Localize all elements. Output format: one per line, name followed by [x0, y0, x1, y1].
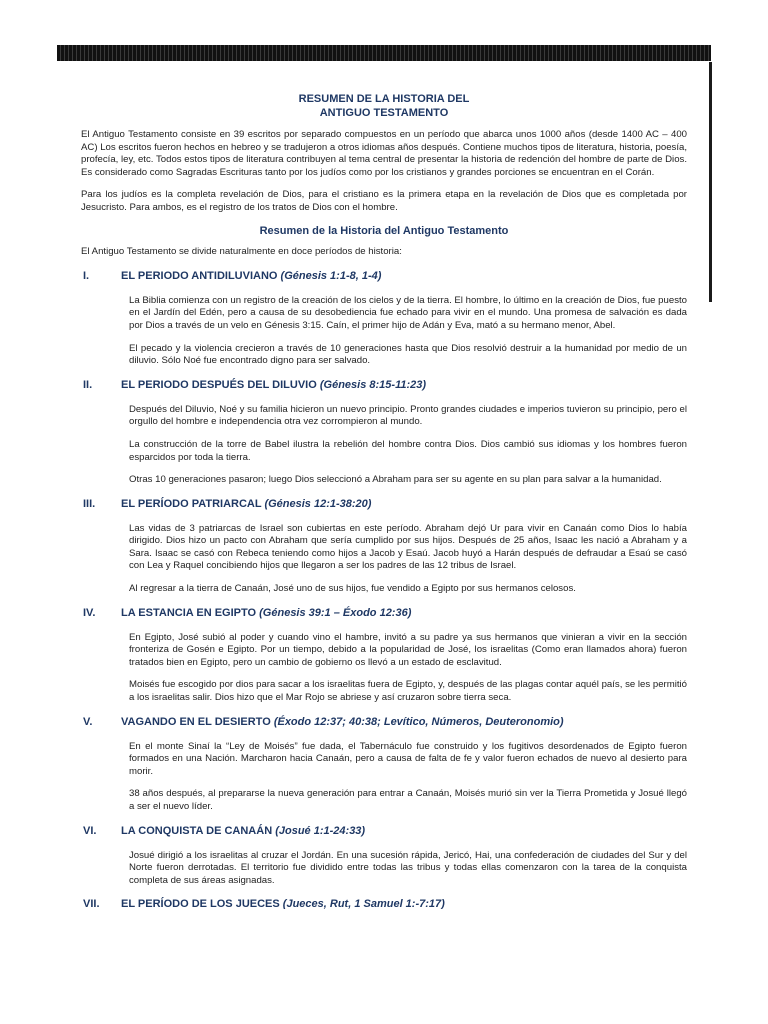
- section-numeral: V.: [83, 715, 93, 728]
- section-title: VAGANDO EN EL DESIERTO (Éxodo 12:37; 40:38; Levítico, Números, Deuteronomio): [121, 715, 564, 728]
- title-line-2: ANTIGUO TESTAMENTO: [319, 107, 449, 119]
- section-7: [81, 897, 687, 909]
- section-numeral: VI.: [83, 824, 97, 837]
- section-heading: [81, 269, 687, 283]
- section-numeral: VII.: [83, 898, 100, 910]
- lead-paragraph: El Antiguo Testamento se divide naturalmente en doce períodos de historia:: [81, 246, 402, 258]
- section-title: EL PERIODO DESPUÉS DEL DILUVIO (Génesis 8:15-11:23): [121, 378, 427, 391]
- section-paragraph: La Biblia comienza con un registro de la creación de los cielos y de la tierra. El hombre, lo último en la creación de Dios, fue puesto en el Jardín del Edén, pero a causa de su desobediencia fue echado para vivir en el mundo. Una promesa de salvación es dada por Dios a través de un velo en Génesis 3:15. Caín, el primer hijo de Adán y Eva, mató a su hermano menor, Abel.: [129, 294, 687, 331]
- intro-paragraph-1: El Antiguo Testamento consiste en 39 escritos por separado compuestos en un período que abarca unos 1000 años (desde 1400 AC – 400 AC) Los escritos fueron hechos en hebreo y se tradujeron a otros idiomas años después. Contiene muchos tipos de literatura, historia, poesía, profecía, ley, etc. Todos estos tipos de literatura contribuyen al tema central de presentar la historia de redención del hombre de parte de Dios. Es considerado como Sagradas Escrituras tanto por los judíos como por los cristianos y grandes porciones se encuentran en el Corán.: [81, 129, 687, 178]
- section-paragraph: La construcción de la torre de Babel ilustra la rebelión del hombre contra Dios. Dios cambió sus idiomas y los hombres fueron esparcidos por toda la tierra.: [129, 438, 687, 463]
- section-paragraph: Moisés fue escogido por dios para sacar a los israelitas fuera de Egipto, y, después de las plagas contar aquél país, se les permitió a los israelitas salir. Dios hizo que el Mar Rojo se abriese y así cruzaron sobre tierra seca.: [129, 679, 687, 704]
- section-paragraph: 38 años después, al prepararse la nueva generación para entrar a Canaán, Moisés murió sin ver la Tierra Prometida y Josué llegó a ser el nuevo líder.: [129, 788, 687, 812]
- title-line-1: RESUMEN DE LA HISTORIA DEL: [298, 93, 470, 105]
- section-subtitle: Resumen de la Historia del Antiguo Testamento: [259, 224, 509, 237]
- section-4: [81, 606, 687, 705]
- section-1: [81, 269, 687, 368]
- section-reference: (Génesis 8:15-11:23): [319, 378, 427, 391]
- section-paragraph: Otras 10 generaciones pasaron; luego Dios seleccionó a Abraham para ser su agente en su plan para salvar a la humanidad.: [129, 474, 662, 486]
- section-numeral: III.: [83, 497, 96, 510]
- section-heading: [81, 378, 687, 392]
- section-reference: (Josué 1:1-24:33): [275, 824, 366, 837]
- section-heading: [81, 606, 687, 620]
- section-title: LA CONQUISTA DE CANAÁN (Josué 1:1-24:33): [121, 824, 366, 837]
- section-paragraph: Después del Diluvio, Noé y su familia hicieron un nuevo principio. Pronto grandes ciudades e imperios tuvieron su principio, pero el orgullo del hombre e independencia otra vez corrompieron al mundo.: [129, 403, 687, 428]
- section-paragraph: En Egipto, José subió al poder y cuando vino el hambre, invitó a su padre ya sus hermanos que vinieran a vivir en la sección fronteriza de Gosén e Egipto. Por un tiempo, debido a la popularidad de José, los israelitas (Como eran llamados ahora) fueron tratados bien en Egipto, pero un cambio de gobierno os llevó a un estado de esclavitud.: [129, 631, 687, 668]
- section-title: EL PERÍODO PATRIARCAL (Génesis 12:1-38:20): [121, 497, 372, 510]
- section-title: EL PERÍODO DE LOS JUECES (Jueces, Rut, 1 Samuel 1:-7:17): [121, 898, 445, 910]
- right-edge-bar: [709, 62, 712, 302]
- document-title: [81, 92, 687, 120]
- section-numeral: II.: [83, 378, 93, 391]
- section-reference: (Génesis 39:1 – Éxodo 12:36): [259, 606, 412, 619]
- section-reference: (Éxodo 12:37; 40:38; Levítico, Números, Deuteronomio): [273, 715, 564, 728]
- section-title: LA ESTANCIA EN EGIPTO (Génesis 39:1 – Éxodo 12:36): [121, 606, 412, 619]
- section-paragraph: El pecado y la violencia crecieron a través de 10 generaciones hasta que Dios resolvió destruir a la humanidad por medio de un diluvio. Sólo Noé fue encontrado digno para ser salvado.: [129, 342, 687, 367]
- section-reference: (Génesis 12:1-38:20): [264, 497, 372, 510]
- section-reference: (Jueces, Rut, 1 Samuel 1:-7:17): [282, 898, 445, 910]
- section-heading: [81, 824, 687, 838]
- section-paragraph: Al regresar a la tierra de Canaán, José uno de sus hijos, fue vendido a Egipto por sus hermanos celosos.: [129, 583, 576, 595]
- section-numeral: I.: [83, 269, 90, 282]
- document-page: [81, 92, 687, 909]
- section-heading: [81, 897, 687, 909]
- intro-paragraph-2: Para los judíos es la completa revelación de Dios, para el cristiano es la primera etapa en la revelación de Dios que es completada por Jesucristo. Para ambos, es el registro de los tratos de Dios con el hombre.: [81, 189, 687, 213]
- section-paragraph: En el monte Sinaí la “Ley de Moisés” fue dada, el Tabernáculo fue construido y los fugitivos desordenados de Egipto fueron formados en una Nación. Marcharon hacia Canaán, pero a causa de falta de fe y valor fueron echados de nuevo al desierto para morir.: [129, 740, 687, 777]
- section-6: [81, 824, 687, 888]
- section-3: [81, 497, 687, 596]
- section-paragraph: Josué dirigió a los israelitas al cruzar el Jordán. En una sucesión rápida, Jericó, Hai, una confederación de ciudades del Sur y del Norte fueron derrotadas. El territorio fue dividido entre todas las tribus y todas ellas comenzaron con la tarea de la conquista completa de sus áreas asignadas.: [129, 849, 687, 886]
- section-reference: (Génesis 1:1-8, 1-4): [280, 269, 382, 282]
- section-2: [81, 378, 687, 487]
- section-heading: [81, 715, 687, 729]
- section-5: [81, 715, 687, 814]
- header-bar: [57, 45, 711, 61]
- section-paragraph: Las vidas de 3 patriarcas de Israel son cubiertas en este período. Abraham dejó Ur para vivir en Canaán como Dios lo había dirigido. Dios hizo un pacto con Abraham que sería cumplido por sus hijos. Después de 25 años, Isaac les nació a Abraham y a Sara. Isaac se casó con Rebeca teniendo como hijos a Jacob y Esaú. Jacob huyó a Harán después de defraudar a Esaú se casó con Lea y Raquel concibiendo hijos que llegaron a ser los padres de las 12 tribus de Israel.: [129, 522, 687, 572]
- section-heading: [81, 497, 687, 511]
- section-title: EL PERIODO ANTIDILUVIANO (Génesis 1:1-8, 1-4): [121, 269, 382, 282]
- section-numeral: IV.: [83, 606, 96, 619]
